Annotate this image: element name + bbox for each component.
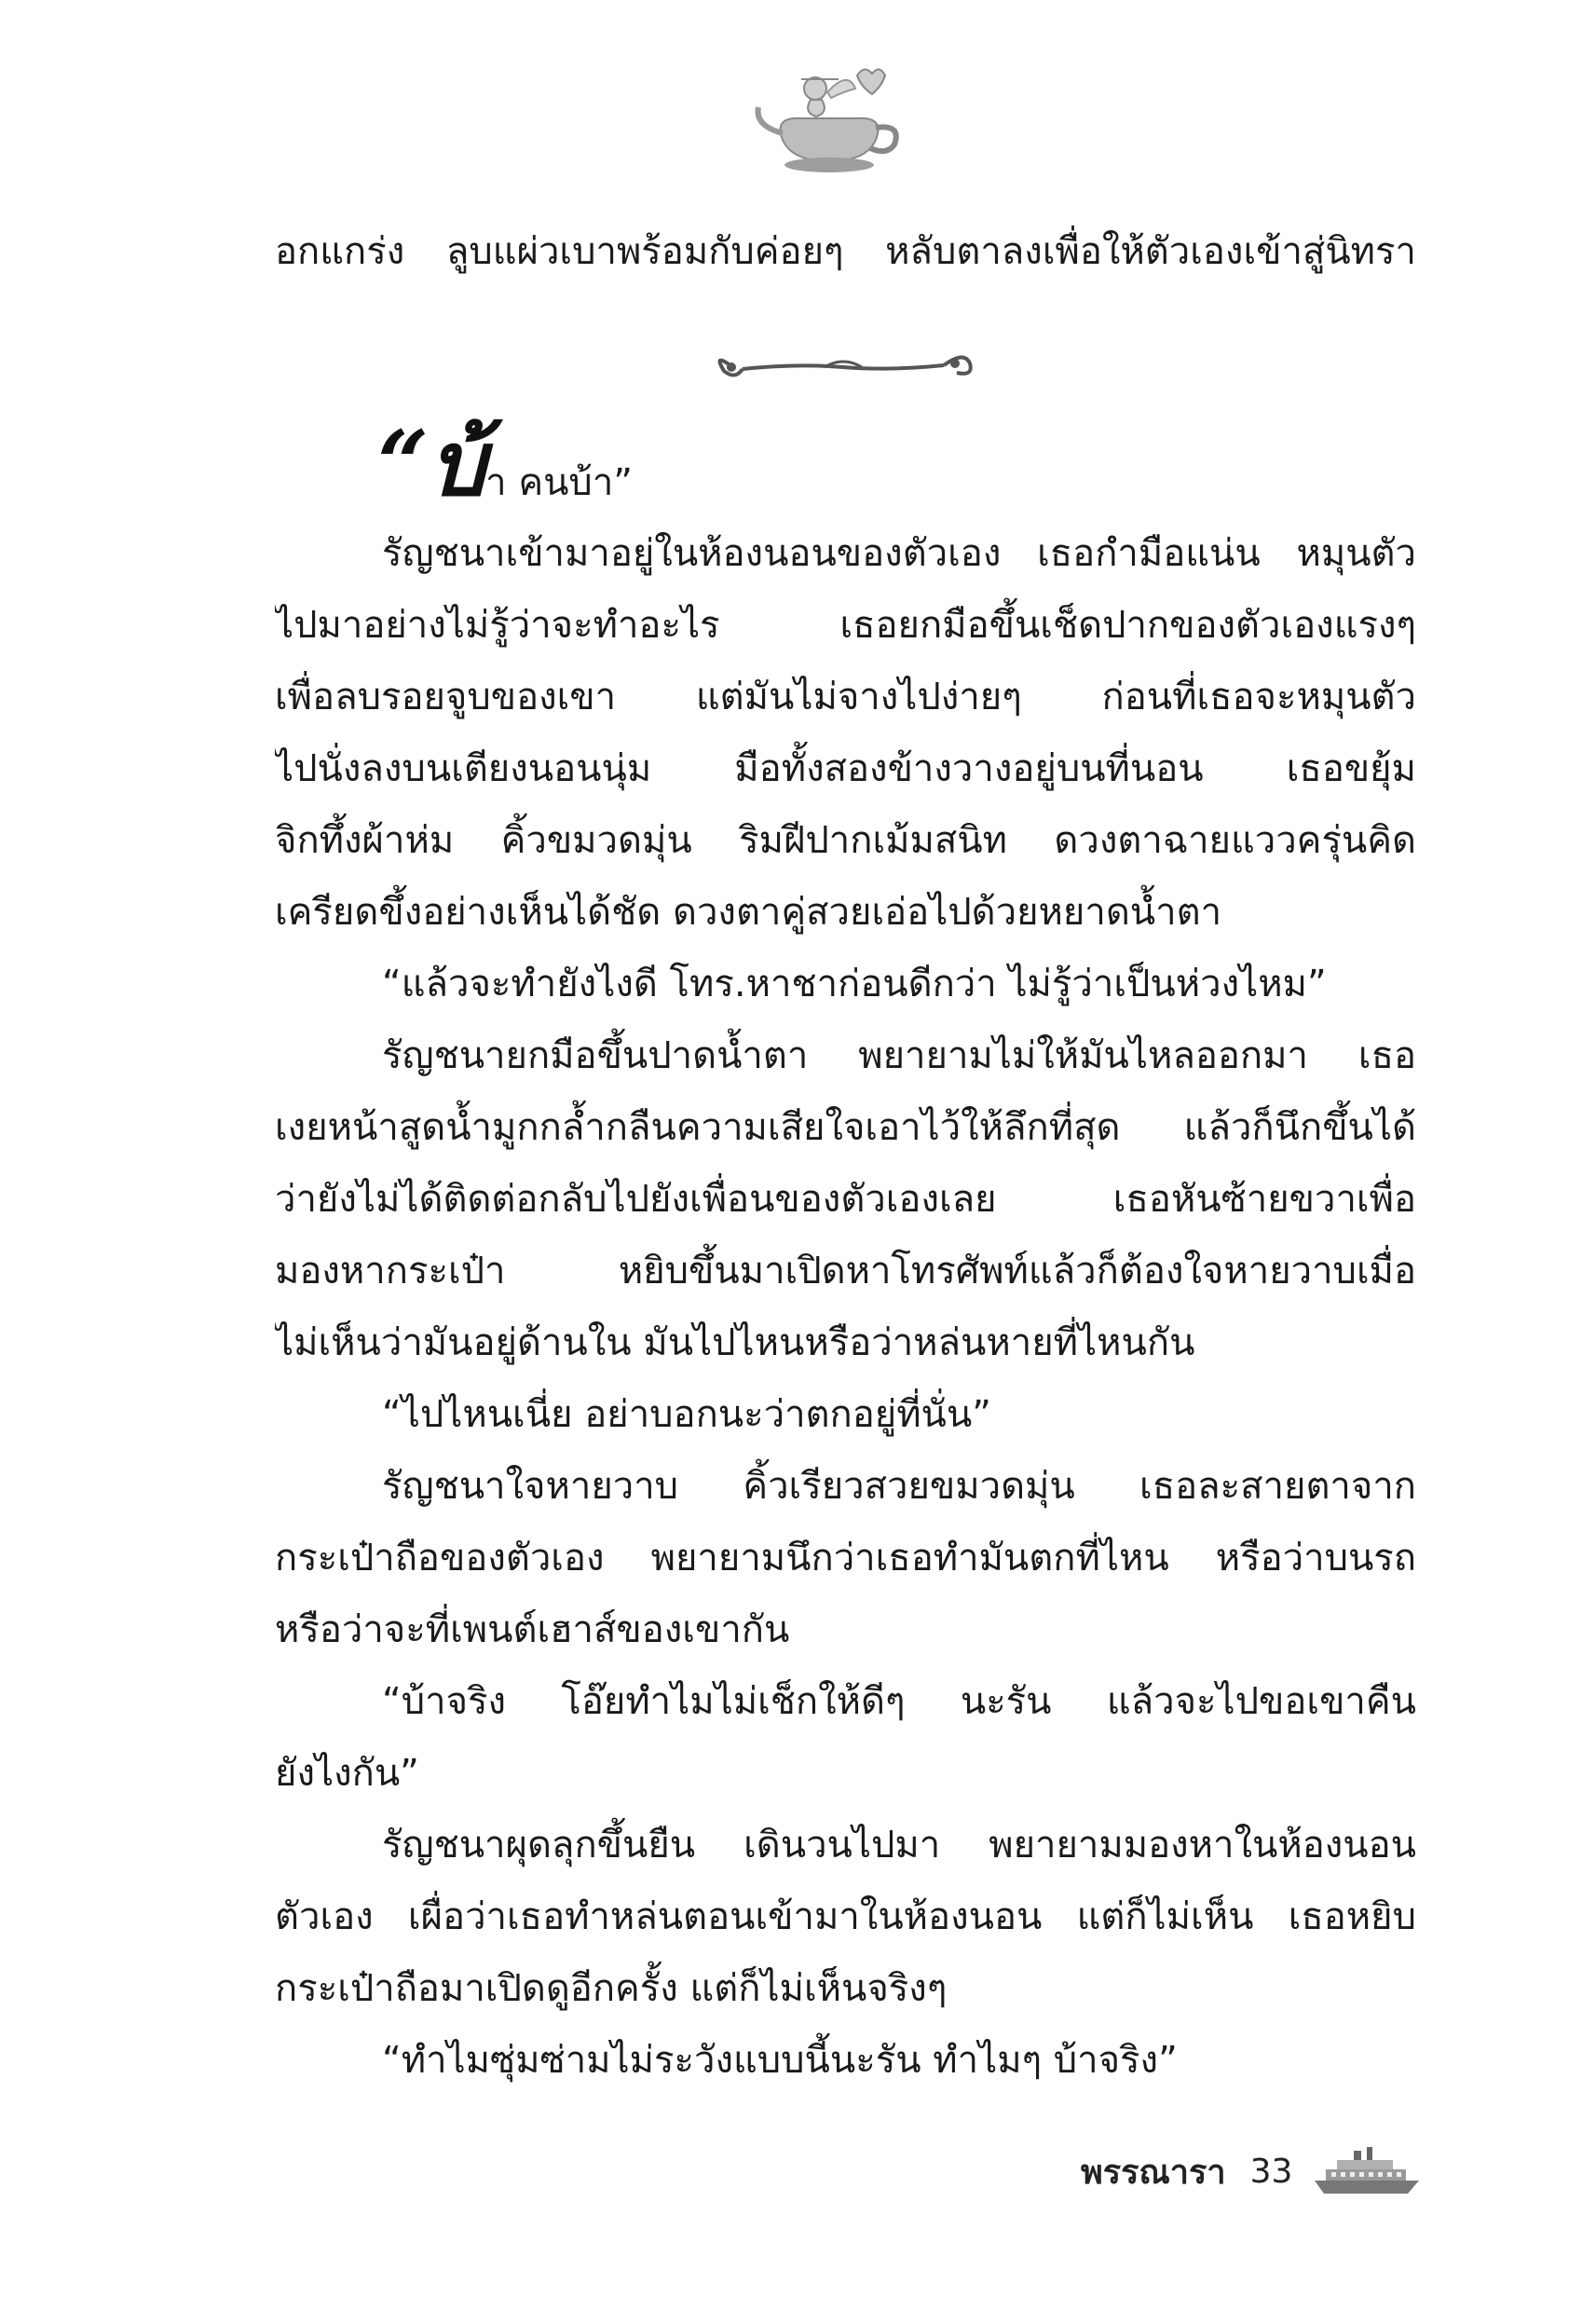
text-line: “ทำไมซุ่มซ่ามไม่ระวังแบบนี้นะรัน ทำไมๆ บ้าจริง” xyxy=(382,2039,1178,2082)
text-line: เครียดขึ้งอย่างเห็นได้ชัด ดวงตาคู่สวยเอ่อไปด้วยหยาดน้ำตา xyxy=(275,891,1222,934)
dropcap-quote: “ xyxy=(377,411,430,516)
book-title: พรรณารา xyxy=(1081,2153,1226,2192)
text-line: รัญชนายกมือขึ้นปาดน้ำตา พยายามไม่ให้มันไหลออกมา เธอ xyxy=(382,1034,1416,1077)
text-line: ไม่เห็นว่ามันอยู่ด้านใน มันไปไหนหรือว่าหล่นหายที่ไหนกัน xyxy=(275,1321,1195,1364)
flourish-divider-icon xyxy=(703,343,983,390)
text-line: รัญชนาเข้ามาอยู่ในห้องนอนของตัวเอง เธอกำมือแน่น หมุนตัว xyxy=(382,532,1416,575)
text-line: “ไปไหนเนี่ย อย่าบอกนะว่าตกอยู่ที่นั่น” xyxy=(382,1393,991,1436)
text-line: กระเป๋าถือของตัวเอง พยายามนึกว่าเธอทำมันตกที่ไหน หรือว่าบนรถ xyxy=(275,1537,1416,1579)
text-line: “แล้วจะทำยังไงดี โทร.หาชาก่อนดีกว่า ไม่รู้ว่าเป็นห่วงไหม” xyxy=(382,963,1327,1005)
ship-icon xyxy=(1311,2145,1423,2197)
text-line: รัญชนาใจหายวาบ คิ้วเรียวสวยขมวดมุ่น เธอละสายตาจาก xyxy=(382,1465,1416,1508)
text-line: ว่ายังไม่ได้ติดต่อกลับไปยังเพื่อนของตัวเองเลย เธอหันซ้ายขวาเพื่อ xyxy=(275,1178,1416,1221)
text-line: จิกทึ้งผ้าห่ม คิ้วขมวดมุ่น ริมฝีปากเม้มสนิท ดวงตาฉายแววครุ่นคิด xyxy=(275,819,1416,862)
page-number: 33 xyxy=(1249,2152,1293,2191)
dropcap-letter: บ้ xyxy=(429,411,486,516)
intro-paragraph xyxy=(275,216,1416,288)
text-line: ไปมาอย่างไม่รู้ว่าจะทำอะไร เธอยกมือขึ้นเช็ดปากของตัวเองแรงๆ xyxy=(275,604,1416,647)
text-line: “บ้าจริง โอ๊ยทำไมไม่เช็กให้ดีๆ นะรัน แล้วจะไปขอเขาคืน xyxy=(382,1680,1416,1723)
text-line: มองหากระเป๋า หยิบขึ้นมาเปิดหาโทรศัพท์แล้วก็ต้องใจหายวาบเมื่อ xyxy=(275,1250,1416,1292)
text-line: เพื่อลบรอยจูบของเขา แต่มันไม่จางไปง่ายๆ ก่อนที่เธอจะหมุนตัว xyxy=(275,676,1416,718)
text-line: รัญชนาผุดลุกขึ้นยืน เดินวนไปมา พยายามมองหาในห้องนอน xyxy=(382,1824,1416,1867)
text-line: เงยหน้าสูดน้ำมูกกล้ำกลืนความเสียใจเอาไว้ให้ลึกที่สุด แล้วก็นึกขึ้นได้ xyxy=(275,1106,1416,1149)
text-line: หรือว่าจะที่เพนต์เฮาส์ของเขากัน xyxy=(275,1608,790,1651)
text-line: อกแกร่ง ลูบแผ่วเบาพร้อมกับค่อยๆ หลับตาลงเพื่อให้ตัวเองเข้าสู่นิทรา xyxy=(275,230,1416,273)
body-text xyxy=(275,518,1416,2097)
text-line: กระเป๋าถือมาเปิดดูอีกครั้ง แต่ก็ไม่เห็นจริงๆ xyxy=(275,1967,948,2010)
cupid-teapot-icon xyxy=(745,51,913,182)
text-line: ไปนั่งลงบนเตียงนอนนุ่ม มือทั้งสองข้างวางอยู่บนที่นอน เธอขยุ้ม xyxy=(275,747,1416,790)
chapter-opening xyxy=(377,411,634,522)
page-footer xyxy=(1081,2143,1423,2199)
text-line: ยังไงกัน” xyxy=(275,1752,419,1795)
text-line: ตัวเอง เผื่อว่าเธอทำหล่นตอนเข้ามาในห้องนอน แต่ก็ไม่เห็น เธอหยิบ xyxy=(275,1895,1416,1938)
dropcap-rest: า คนบ้า” xyxy=(485,461,634,504)
